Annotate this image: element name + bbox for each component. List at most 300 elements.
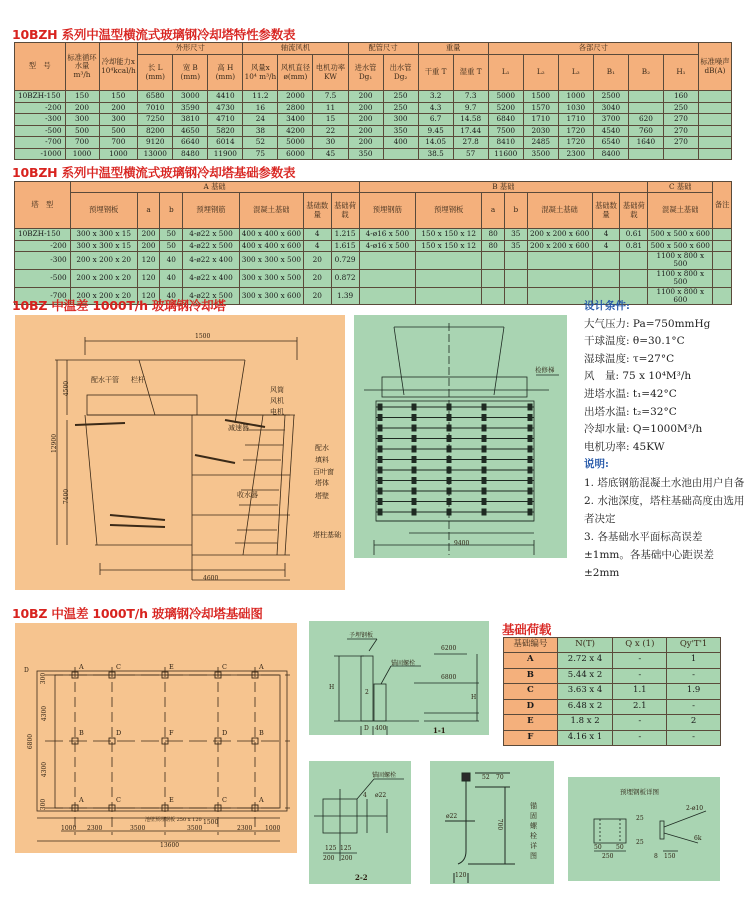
- col-Qx: Q x (1): [613, 638, 667, 653]
- table-cell: 4-ø22 x 400: [183, 269, 240, 287]
- table-cell: 2500: [593, 91, 628, 103]
- louver-bracket: [528, 425, 532, 431]
- group-outer-size: 外形尺寸: [138, 43, 243, 55]
- table-cell: 45: [313, 148, 348, 160]
- louver-bracket: [528, 499, 532, 505]
- col-note: 备注: [713, 182, 732, 229]
- col-foundation-no: 基础编号: [504, 638, 558, 653]
- table-cell: 7010: [138, 102, 173, 114]
- table-cell: 9.7: [453, 102, 488, 114]
- table-cell: 8200: [138, 125, 173, 137]
- table-cell: -: [667, 699, 721, 715]
- caption-1-1: 1-1: [433, 726, 446, 735]
- table-cell: [698, 148, 731, 160]
- table-cell: 9120: [138, 137, 173, 149]
- tower-section-drawing: [15, 315, 345, 590]
- table-cell: 350: [348, 148, 383, 160]
- foundation-pad-label: A: [79, 796, 84, 804]
- plan-bottom-dim: 3500: [187, 825, 203, 832]
- table-cell: [713, 252, 732, 270]
- dim-150: 150: [664, 853, 676, 860]
- table-cell: 8480: [173, 148, 208, 160]
- table-cell: E: [504, 715, 558, 731]
- louver-bracket: [482, 467, 486, 473]
- table-cell: [482, 287, 505, 305]
- table-cell: 200 x 200 x 600: [527, 229, 592, 241]
- table-cell: 20: [303, 287, 331, 305]
- dim-dia22: ø22: [375, 792, 387, 799]
- label-ladder: 检修梯: [535, 366, 555, 374]
- table-cell: [628, 148, 663, 160]
- table-cell: 3700: [593, 114, 628, 126]
- table-cell: 2030: [523, 125, 558, 137]
- table-cell: -700: [15, 287, 71, 305]
- plan-bottom-dim: 1000: [265, 825, 281, 832]
- table-cell: 6.48 x 2: [557, 699, 613, 715]
- table-cell: 3.2: [418, 91, 453, 103]
- col-L2: L₂: [523, 55, 558, 91]
- label-anchor-bolt: 锚固螺栓: [391, 660, 416, 667]
- detail-2-2: [309, 761, 411, 884]
- table-cell: 400 x 400 x 600: [239, 229, 303, 241]
- table-cell: [698, 114, 731, 126]
- table-cell: 150: [99, 91, 138, 103]
- table-cell: [416, 252, 482, 270]
- table-cell: 0.729: [331, 252, 359, 270]
- col-H: 高 H (mm): [208, 55, 243, 91]
- louver-bracket: [482, 478, 486, 484]
- dim-weld: 6k: [694, 835, 702, 842]
- table-row: [15, 240, 732, 252]
- table-cell: 1100 x 800 x 500: [648, 252, 713, 270]
- table-cell: 1100 x 800 x 500: [648, 269, 713, 287]
- table-cell: [416, 287, 482, 305]
- table-cell: 200: [99, 102, 138, 114]
- label-motor: 电机: [270, 408, 284, 416]
- table-cell: 35: [504, 229, 527, 241]
- col-model: 型 号: [15, 43, 66, 91]
- col-H1: H₁: [663, 55, 698, 91]
- table-cell: -200: [15, 240, 71, 252]
- table-cell: 1000: [558, 91, 593, 103]
- table-cell: -300: [15, 114, 66, 126]
- table-row: [504, 699, 721, 715]
- louver-bracket: [447, 467, 451, 473]
- foundation-plan-drawing: [15, 623, 297, 853]
- table-cell: 2.72 x 4: [557, 653, 613, 669]
- table-cell: [698, 91, 731, 103]
- dim-200b: 200: [341, 855, 353, 862]
- table-cell: -500: [15, 125, 66, 137]
- table-cell: 760: [628, 125, 663, 137]
- table-row: [504, 684, 721, 700]
- table-cell: -300: [15, 252, 71, 270]
- design-condition-item: 进塔水温: t₁=42°C: [584, 387, 677, 400]
- detail-1-1-lines: [309, 621, 489, 735]
- table-cell: 1030: [558, 102, 593, 114]
- table-cell: 10BZH-150: [15, 229, 71, 241]
- table-cell: 80: [482, 240, 505, 252]
- louver-bracket: [528, 488, 532, 494]
- table-cell: 4-ø22 x 400: [183, 252, 240, 270]
- table-cell: 2.1: [613, 699, 667, 715]
- table-cell: 160: [663, 91, 698, 103]
- table-cell: 22: [313, 125, 348, 137]
- table-cell: 4.3: [418, 102, 453, 114]
- table-cell: 700: [65, 137, 99, 149]
- table-cell: 400: [383, 137, 418, 149]
- foundation-table: [14, 181, 732, 305]
- louver-bracket: [482, 446, 486, 452]
- table-cell: [698, 125, 731, 137]
- table-cell: 2000: [278, 91, 313, 103]
- table-cell: 200: [348, 91, 383, 103]
- table-cell: [504, 269, 527, 287]
- table-cell: 10BZH-150: [15, 91, 66, 103]
- table-cell: C: [504, 684, 558, 700]
- table-cell: -: [667, 668, 721, 684]
- table-cell: 1.1: [613, 684, 667, 700]
- table-cell: 7.5: [313, 91, 348, 103]
- table-cell: 15: [313, 114, 348, 126]
- foundation-pad-label: E: [169, 663, 174, 671]
- table-cell: [527, 252, 592, 270]
- label-eliminator: 收水器: [237, 491, 258, 499]
- foundation-pad-label: C: [222, 796, 227, 804]
- table-cell: 1.215: [331, 229, 359, 241]
- table-cell: B: [504, 668, 558, 684]
- col-c-concrete: 混凝土基础: [648, 193, 713, 229]
- plan-dim-s3: 6800: [27, 733, 35, 750]
- label-column-foundation: 塔柱基础: [313, 531, 341, 539]
- group-pipe: 配管尺寸: [348, 43, 418, 55]
- table-cell: 300 x 300 x 15: [70, 240, 137, 252]
- design-note-item: 1. 塔底钢筋混凝土水池由用户自备: [584, 476, 745, 489]
- col-inlet: 进水管 Dg₁: [348, 55, 383, 91]
- table-cell: 3.63 x 4: [557, 684, 613, 700]
- anchor-bolt-detail: [430, 761, 554, 884]
- label-body: 塔体: [315, 479, 329, 487]
- louver-bracket: [412, 509, 416, 515]
- col-B2: B₂: [628, 55, 663, 91]
- table-cell: 4650: [173, 125, 208, 137]
- group-c-foundation: C 基础: [648, 182, 713, 193]
- table-cell: 7.3: [453, 91, 488, 103]
- louver-bracket: [528, 467, 532, 473]
- plan-dim-s1: 300: [40, 672, 48, 685]
- table-cell: 620: [628, 114, 663, 126]
- table-cell: 40: [160, 252, 183, 270]
- table-cell: 6014: [208, 137, 243, 149]
- col-b-load: 基础荷载: [620, 193, 648, 229]
- dim-H-right: H: [471, 694, 477, 701]
- table-cell: 4-ø16 x 500: [359, 229, 416, 241]
- louver-bracket: [412, 467, 416, 473]
- col-a-plate: 预埋钢板: [70, 193, 137, 229]
- table-cell: [416, 269, 482, 287]
- col-B: 宽 B (mm): [173, 55, 208, 91]
- plan-bottom-dim: 2300: [237, 825, 253, 832]
- table-cell: 270: [663, 125, 698, 137]
- label-wall: 塔壁: [315, 492, 329, 500]
- table-cell: 300: [65, 114, 99, 126]
- table-cell: 40: [160, 287, 183, 305]
- louver-bracket: [482, 425, 486, 431]
- col-a-a: a: [137, 193, 160, 229]
- group-b-foundation: B 基础: [359, 182, 648, 193]
- label-fan: 风机: [270, 397, 284, 405]
- table-cell: -: [613, 730, 667, 746]
- louver-bracket: [528, 415, 532, 421]
- table-cell: 2: [667, 715, 721, 731]
- table-cell: 300 x 300 x 15: [70, 229, 137, 241]
- table-cell: 57: [453, 148, 488, 160]
- table-cell: 6000: [278, 148, 313, 160]
- table-cell: 7500: [488, 125, 523, 137]
- table-cell: 500: [99, 125, 138, 137]
- table-cell: -: [613, 653, 667, 669]
- table-cell: 1710: [558, 114, 593, 126]
- louver-bracket: [447, 499, 451, 505]
- table-cell: 3400: [278, 114, 313, 126]
- col-b-a: a: [482, 193, 505, 229]
- dim-125b: 125: [340, 845, 352, 852]
- table-cell: 4-ø22 x 500: [183, 240, 240, 252]
- detail-2-2-lines: [309, 761, 411, 884]
- dim-D: D: [364, 725, 369, 732]
- louver-bracket: [482, 457, 486, 463]
- table-cell: 150 x 150 x 12: [416, 229, 482, 241]
- plan-bottom-dim: 2300: [87, 825, 103, 832]
- group-parts: 各部尺寸: [488, 43, 698, 55]
- table-cell: 17.44: [453, 125, 488, 137]
- table-cell: 5200: [488, 102, 523, 114]
- table-cell: 200: [348, 137, 383, 149]
- table-row: [15, 125, 732, 137]
- louver-bracket: [528, 509, 532, 515]
- dim-6200: 6200: [441, 645, 457, 652]
- table-row: [504, 730, 721, 746]
- louver-bracket: [412, 415, 416, 421]
- table-row: [15, 269, 732, 287]
- table-row: [15, 102, 732, 114]
- table-cell: 300 x 300 x 600: [239, 287, 303, 305]
- table-cell: 1720: [558, 137, 593, 149]
- table-cell: 2300: [558, 148, 593, 160]
- table-cell: 700: [99, 137, 138, 149]
- col-type: 塔 型: [15, 182, 71, 229]
- dim-width: 9400: [454, 540, 470, 547]
- table-cell: 27.8: [453, 137, 488, 149]
- louver-bracket: [447, 446, 451, 452]
- table-row: [15, 229, 732, 241]
- table-cell: A: [504, 653, 558, 669]
- table-cell: 200: [137, 240, 160, 252]
- dim-h1: 4500: [63, 380, 71, 397]
- table-cell: 4410: [208, 91, 243, 103]
- table-cell: 300: [99, 114, 138, 126]
- detail-1-1: [309, 621, 489, 735]
- dim-700: 700: [496, 818, 504, 831]
- louver-bracket: [378, 488, 382, 494]
- foundation-pad-label: A: [259, 663, 264, 671]
- louver-bracket: [482, 509, 486, 515]
- dim-num2: 2: [365, 689, 369, 696]
- foundation-pad-label: F: [169, 729, 174, 737]
- louver-bracket: [447, 457, 451, 463]
- table-cell: D: [504, 699, 558, 715]
- table-cell: 7250: [138, 114, 173, 126]
- table-cell: 20: [303, 269, 331, 287]
- table-cell: 250: [383, 102, 418, 114]
- louver-bracket: [412, 478, 416, 484]
- plan-dim-s5: 300: [40, 798, 48, 811]
- col-a-concrete: 混凝土基础: [239, 193, 303, 229]
- col-b-concrete: 混凝土基础: [527, 193, 592, 229]
- table-cell: 4-ø22 x 500: [183, 229, 240, 241]
- table-cell: 1500: [523, 91, 558, 103]
- plan-dim-s2: 4300: [41, 705, 49, 722]
- table-cell: 300 x 300 x 500: [239, 269, 303, 287]
- louver-bracket: [412, 404, 416, 410]
- louver-bracket: [378, 478, 382, 484]
- group-a-foundation: A 基础: [70, 182, 359, 193]
- label-louver: 百叶窗: [313, 468, 334, 476]
- table-cell: 120: [137, 269, 160, 287]
- louver-bracket: [447, 509, 451, 515]
- plan-total: 13600: [160, 842, 180, 849]
- table-cell: 9.45: [418, 125, 453, 137]
- dim-50a: 50: [594, 844, 602, 851]
- table-cell: [620, 269, 648, 287]
- design-note-item: 3. 各基础水平面标高误差±1mm。各基础中心距误差±2mm: [584, 530, 714, 579]
- dim-250: 250: [602, 853, 614, 860]
- foundation-pad-label: D: [222, 729, 228, 737]
- col-b-rebar: 预埋钢筋: [359, 193, 416, 229]
- table-cell: -: [613, 715, 667, 731]
- louver-bracket: [482, 488, 486, 494]
- table-cell: 1000: [65, 148, 99, 160]
- table-cell: 3590: [173, 102, 208, 114]
- drawing1-title: 10BZ 中温差 1000T/h 玻璃钢冷却塔: [12, 298, 226, 313]
- table-cell: 4540: [593, 125, 628, 137]
- plan-inner-dim: 1500: [203, 819, 219, 826]
- dim-h2: 7400: [63, 488, 71, 505]
- table-cell: 8410: [488, 137, 523, 149]
- table-cell: 35: [504, 240, 527, 252]
- table-cell: 1100 x 800 x 600: [648, 287, 713, 305]
- table-cell: 5820: [208, 125, 243, 137]
- col-b-count: 基础数量: [592, 193, 620, 229]
- table-cell: 1000: [99, 148, 138, 160]
- table-cell: 4730: [208, 102, 243, 114]
- table-cell: 30: [313, 137, 348, 149]
- dim-52: 52: [482, 774, 490, 781]
- dim-125a: 125: [325, 845, 337, 852]
- col-a-rebar: 预埋钢筋: [183, 193, 240, 229]
- table-row: [15, 148, 732, 160]
- notes-heading: 说明:: [584, 458, 609, 471]
- table-cell: [359, 252, 416, 270]
- label-main-pipe: 配水干管: [91, 376, 119, 384]
- table-cell: 5000: [488, 91, 523, 103]
- table-cell: 4: [592, 229, 620, 241]
- tower-front-drawing: [354, 315, 567, 558]
- table-cell: [383, 148, 418, 160]
- table-cell: 40: [160, 269, 183, 287]
- table-cell: 5.44 x 2: [557, 668, 613, 684]
- table-cell: 200: [65, 102, 99, 114]
- louver-bracket: [528, 446, 532, 452]
- table-cell: 1570: [523, 102, 558, 114]
- table-cell: 200: [348, 102, 383, 114]
- col-motor: 电机功率 KW: [313, 55, 348, 91]
- table-cell: 52: [243, 137, 278, 149]
- table-cell: 4.16 x 1: [557, 730, 613, 746]
- louver-bracket: [482, 499, 486, 505]
- label-anchor-bolt-2: 锚固螺栓: [372, 772, 397, 779]
- louver-bracket: [447, 415, 451, 421]
- design-condition-item: 冷却水量: Q=1000M³/h: [584, 423, 703, 436]
- table-cell: 200: [348, 125, 383, 137]
- table-cell: 500 x 500 x 600: [648, 240, 713, 252]
- table-cell: -700: [15, 137, 66, 149]
- foundation-pad-label: A: [79, 663, 84, 671]
- plate-detail: [568, 777, 720, 881]
- table-cell: -: [667, 730, 721, 746]
- design-condition-item: 大气压力: Pa=750mmHg: [584, 317, 711, 330]
- plan-bottom-dim: 3500: [130, 825, 146, 832]
- louver-bracket: [528, 478, 532, 484]
- louver-bracket: [412, 446, 416, 452]
- table-cell: 5000: [278, 137, 313, 149]
- dim-70: 70: [496, 774, 504, 781]
- plan-dim-s4: 4300: [41, 761, 49, 778]
- table-cell: 38.5: [418, 148, 453, 160]
- col-dry: 干重 T: [418, 55, 453, 91]
- table-cell: [620, 252, 648, 270]
- dim-H-left: H: [329, 684, 335, 691]
- table-cell: 3810: [173, 114, 208, 126]
- col-L: 长 L (mm): [138, 55, 173, 91]
- table-cell: 3500: [523, 148, 558, 160]
- col-outlet: 出水管 Dg₂: [383, 55, 418, 91]
- foundation-pad-label: C: [116, 796, 121, 804]
- dim-bolt-dia: ø22: [446, 813, 458, 820]
- col-L1: L₁: [488, 55, 523, 91]
- table-cell: 4: [592, 240, 620, 252]
- louver-bracket: [412, 425, 416, 431]
- table-row: [504, 653, 721, 669]
- foundation-pad-label: D: [116, 729, 122, 737]
- table-cell: [628, 91, 663, 103]
- tower-front-lines: [354, 315, 567, 558]
- table-cell: 38: [243, 125, 278, 137]
- table-cell: 20: [303, 252, 331, 270]
- col-b-plate: 预埋钢板: [416, 193, 482, 229]
- table-cell: [713, 240, 732, 252]
- dim-400: 400: [375, 725, 387, 732]
- table-cell: 500 x 500 x 600: [648, 229, 713, 241]
- louver-bracket: [482, 404, 486, 410]
- table-cell: 4: [303, 229, 331, 241]
- louver-bracket: [528, 457, 532, 463]
- table-cell: 270: [663, 114, 698, 126]
- dim-top: 1500: [195, 333, 211, 340]
- label-reducer: 减速器: [228, 424, 249, 432]
- louver-bracket: [447, 404, 451, 410]
- table-cell: 8400: [593, 148, 628, 160]
